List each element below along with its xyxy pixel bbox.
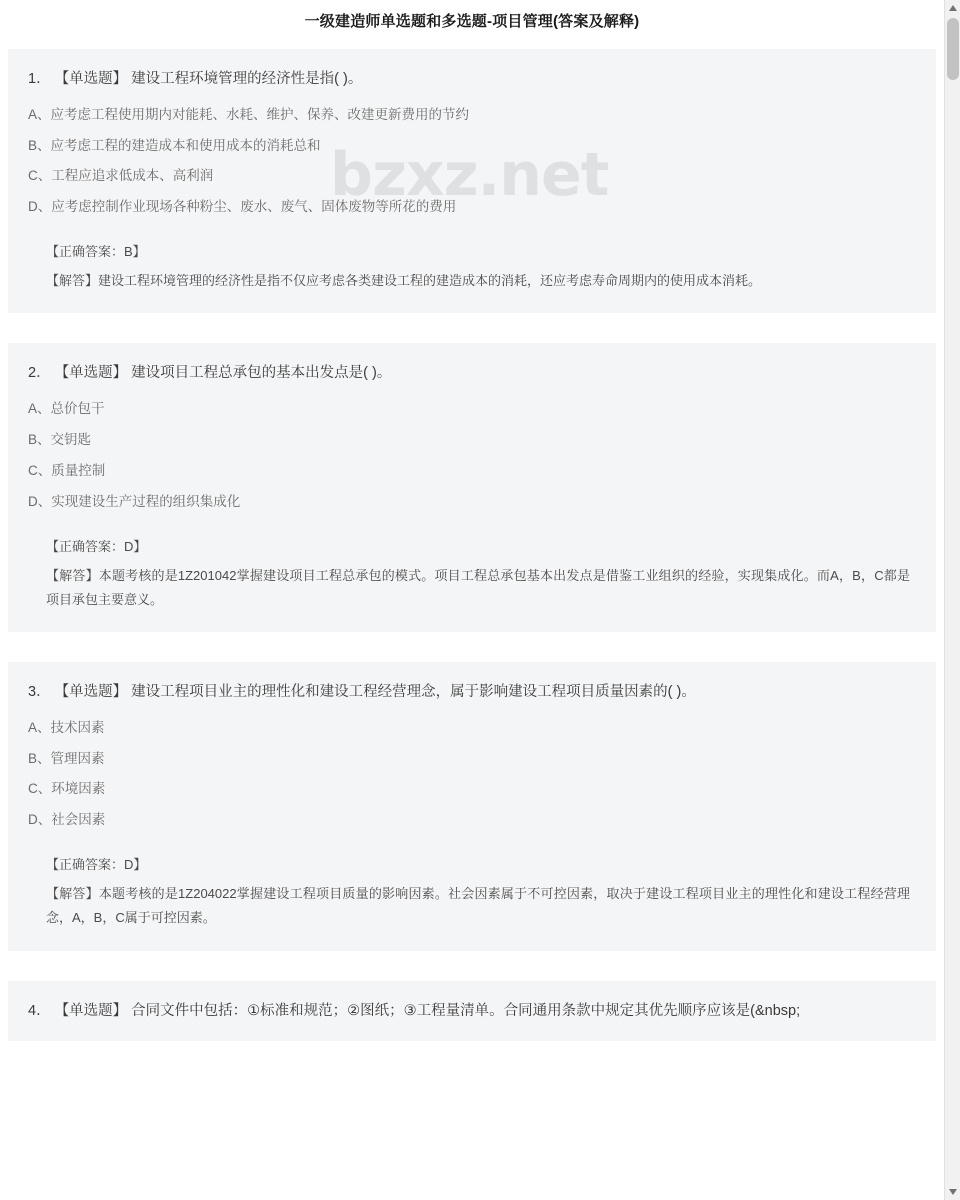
list-item[interactable]: A、总价包干 [28,401,105,417]
question-type-label: 【单选题】 [54,365,128,382]
question-block [8,49,936,313]
question-text: 建设工程环境管理的经济性是指( )。 [131,71,363,87]
correct-answer: 【正确答案：B】 [46,244,146,260]
list-item[interactable]: A、技术因素 [28,719,105,735]
list-item[interactable]: C、环境因素 [28,781,106,797]
list-item[interactable]: B、应考虑工程的建造成本和使用成本的消耗总和 [28,137,321,153]
question-number: 3． [28,683,51,700]
question-stem [28,361,916,386]
scroll-up-button[interactable] [945,0,960,16]
question-type-label: 【单选题】 [54,71,128,87]
question-block [8,662,936,951]
question-number: 4． [28,1002,51,1019]
correct-answer: 【正确答案：D】 [46,538,147,554]
vertical-scrollbar[interactable] [944,0,960,1200]
question-number: 1． [28,71,51,87]
question-stem [28,680,916,705]
chevron-up-icon [949,5,957,11]
question-text: 建设项目工程总承包的基本出发点是( )。 [131,365,392,382]
question-stem [28,999,916,1024]
question-text: 建设工程项目业主的理性化和建设工程经营理念，属于影响建设工程项目质量因素的( )。 [131,683,696,700]
option-list [28,100,916,224]
scroll-down-button[interactable] [945,1184,960,1200]
list-item[interactable]: D、社会因素 [28,812,106,828]
answer-explanation: 【解答】本题考核的是1Z204022掌握建设工程项目质量的影响因素。社会因素属于不可控因素，取决于建设工程项目业主的理性化和建设工程经营理念，A，B，C属于可控因素。 [46,886,910,926]
question-text: 合同文件中包括：①标准和规范；②图纸；③工程量清单。合同通用条款中规定其优先顺序应该是(&nbsp; [131,1002,801,1019]
scrollbar-thumb[interactable] [947,18,959,80]
option-list [28,713,916,837]
question-block [8,343,936,632]
answer-explanation: 【解答】建设工程环境管理的经济性是指不仅应考虑各类建设工程的建造成本的消耗，还应考虑寿命周期内的使用成本消耗。 [46,273,762,289]
list-item[interactable]: B、交钥匙 [28,432,92,448]
page-title: 一级建造师单选题和多选题-项目管理(答案及解释) [304,13,640,30]
question-number: 2． [28,365,51,382]
chevron-down-icon [949,1189,957,1195]
list-item[interactable]: C、工程应追求低成本、高利润 [28,168,214,184]
answer-explanation: 【解答】本题考核的是1Z201042掌握建设项目工程总承包的模式。项目工程总承包基本出发点是借鉴工业组织的经验，实现集成化。而A，B，C都是项目承包主要意义。 [46,567,910,607]
list-item[interactable]: D、实现建设生产过程的组织集成化 [28,493,241,509]
option-list [28,394,916,518]
correct-answer: 【正确答案：D】 [46,857,147,873]
list-item[interactable]: C、质量控制 [28,462,106,478]
question-block [8,981,936,1041]
list-item[interactable]: B、管理因素 [28,750,105,766]
list-item[interactable]: A、应考虑工程使用期内对能耗、水耗、维护、保养、改建更新费用的节约 [28,106,470,122]
list-item[interactable]: D、应考虑控制作业现场各种粉尘、废水、废气、固体废物等所花的费用 [28,199,457,215]
question-type-label: 【单选题】 [54,1002,128,1019]
question-type-label: 【单选题】 [54,683,128,700]
question-stem [28,67,916,92]
